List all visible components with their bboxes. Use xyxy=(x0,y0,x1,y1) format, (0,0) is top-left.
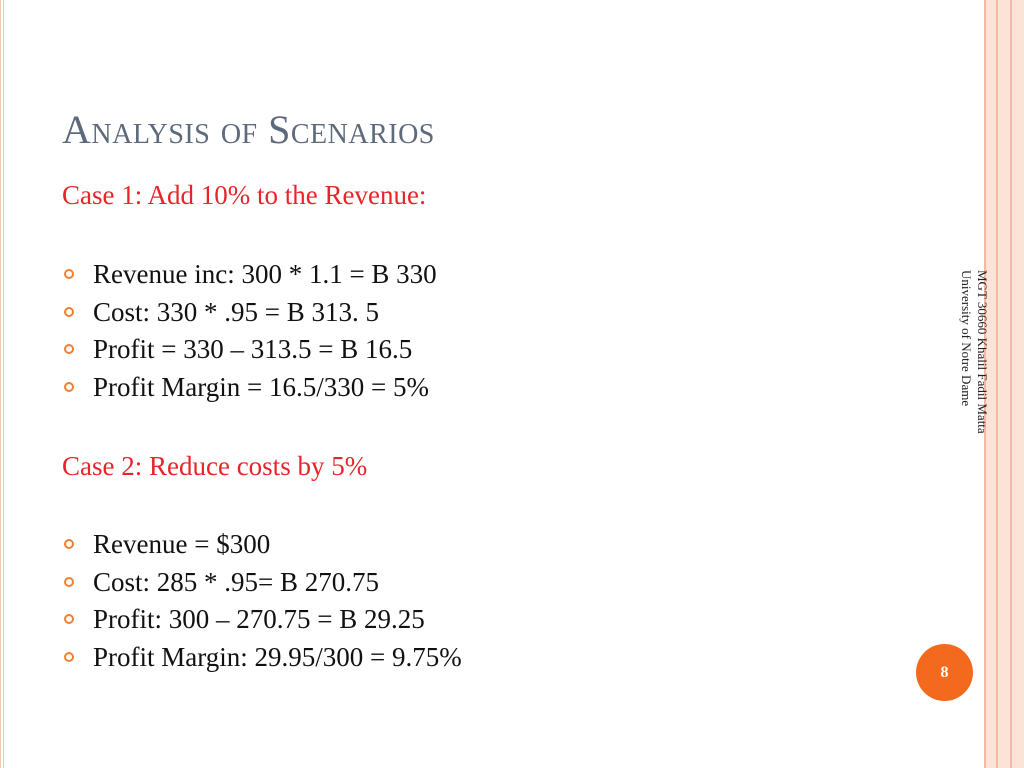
case2-bullet-item xyxy=(62,639,462,677)
case2-bullet-text: Profit Margin: 29.95/300 = 9.75% xyxy=(93,641,462,672)
bullet-circle-icon xyxy=(64,307,74,317)
frame-line-right-2 xyxy=(996,0,998,768)
case1-bullet-text: Revenue inc: 300 * 1.1 = B 330 xyxy=(93,259,437,289)
case1-bullet-item xyxy=(62,256,437,294)
slide-title: Analysis of Scenarios xyxy=(62,107,435,152)
footer-note-line2: University of Notre Dame xyxy=(959,270,974,407)
case2-bullet-text: Profit: 300 – 270.75 = B 29.25 xyxy=(93,604,425,634)
case1-bullet-text: Profit = 330 – 313.5 = B 16.5 xyxy=(93,334,413,364)
frame-line-right-3 xyxy=(1010,0,1012,768)
bullet-circle-icon xyxy=(64,539,74,549)
frame-line-left-outer xyxy=(0,0,1,768)
case2-bullet-item xyxy=(62,601,462,639)
case2-bullet-list xyxy=(62,526,462,676)
case1-bullet-item xyxy=(62,294,437,332)
case1-heading: Case 1: Add 10% to the Revenue: xyxy=(62,180,427,210)
bullet-circle-icon xyxy=(64,344,74,354)
bullet-circle-icon xyxy=(64,652,74,662)
case1-bullet-item xyxy=(62,369,437,407)
bullet-circle-icon xyxy=(64,614,74,624)
footer-note-vertical xyxy=(958,270,990,434)
case2-bullet-item xyxy=(62,564,462,602)
case1-bullet-text: Cost: 330 * .95 = B 313. 5 xyxy=(93,296,380,327)
case1-bullet-list xyxy=(62,256,437,406)
footer-note-line1: MGT 30660 Khalil Fadil Matta xyxy=(975,270,990,434)
case1-bullet-text: Profit Margin = 16.5/330 = 5% xyxy=(93,371,429,402)
case2-bullet-item xyxy=(62,526,462,564)
case1-bullet-item xyxy=(62,331,437,369)
bullet-circle-icon xyxy=(64,269,74,279)
bullet-circle-icon xyxy=(64,577,74,587)
case2-bullet-text: Revenue = $300 xyxy=(93,529,271,559)
case2-heading: Case 2: Reduce costs by 5% xyxy=(62,451,368,481)
bullet-circle-icon xyxy=(64,382,74,392)
frame-right-panel xyxy=(984,0,1024,768)
page-number-badge: 8 xyxy=(916,644,973,701)
case2-bullet-text: Cost: 285 * .95= B 270.75 xyxy=(93,566,380,597)
frame-line-left-inner xyxy=(3,0,4,768)
